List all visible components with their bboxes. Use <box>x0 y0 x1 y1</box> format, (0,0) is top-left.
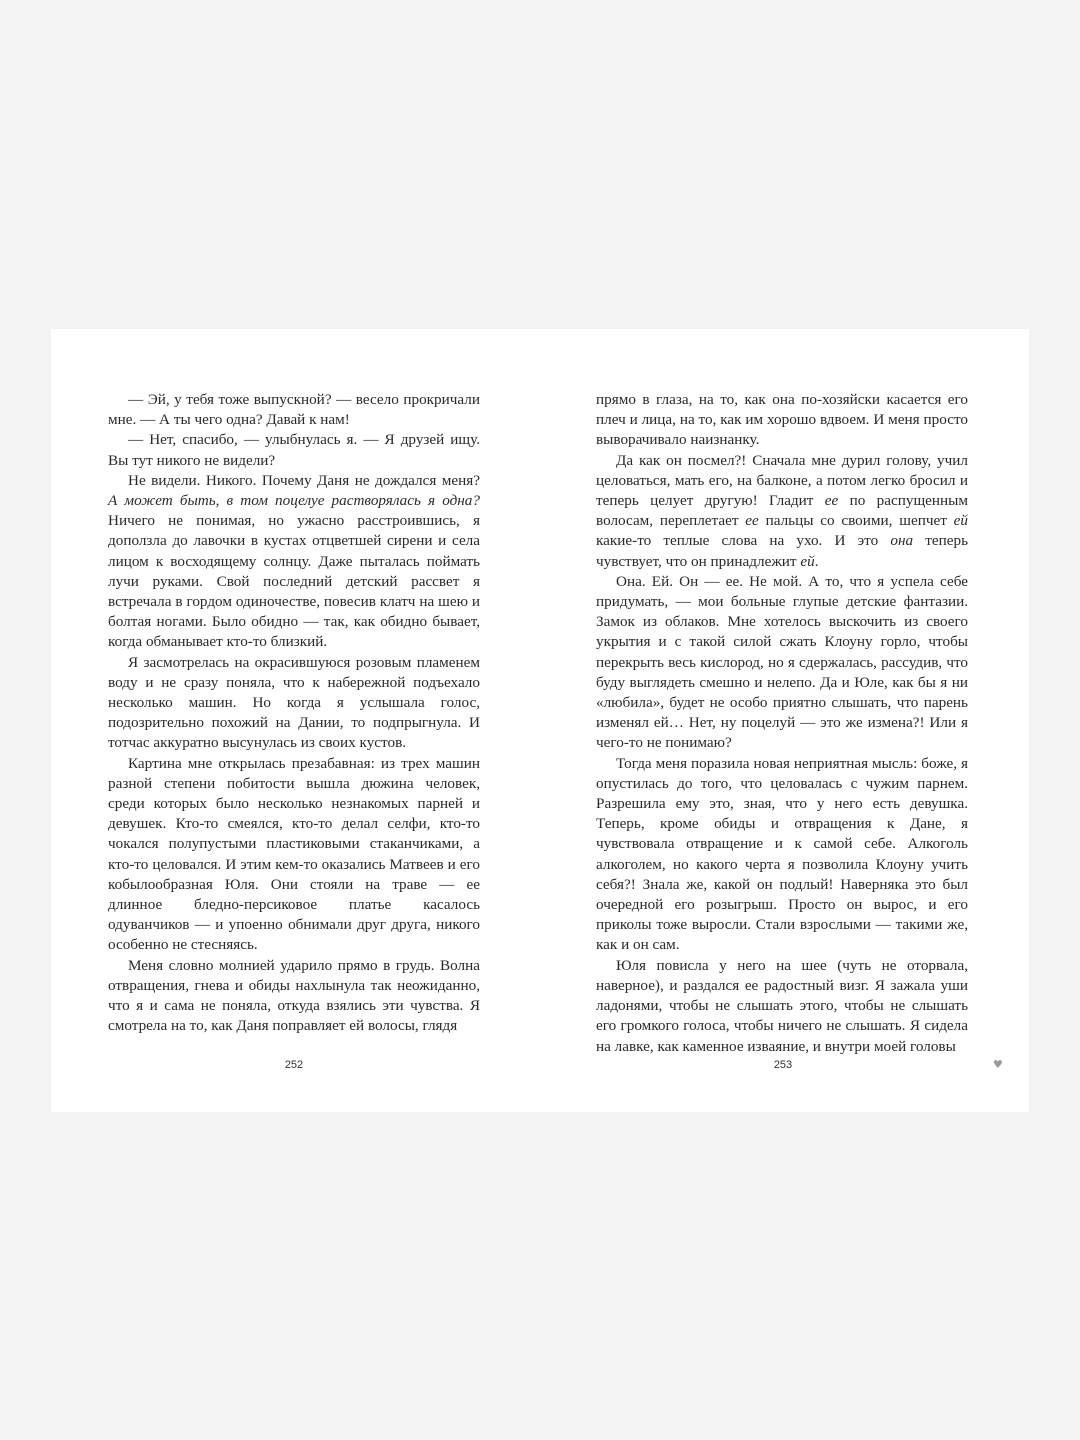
paragraph: Она. Ей. Он — ее. Не мой. А то, что я успела себе придумать, — мои больные глупые детские фантазии. Замок из облаков. Мне хотелось выскочить из своего укрытия и с такой силой сжать Клоуну горло, чтобы перекрыть весь кислород, но я сдержалась, рассудив, что буду выглядеть смешно и нелепо. Да и Юле, как бы я ни «любила», будет не особо приятно слышать, что парень изменял ей… Нет, ну поцелуй — это же измена?! Или я чего-то не понимаю? <box>596 572 968 752</box>
paragraph: Меня словно молнией ударило прямо в грудь. Волна отвращения, гнева и обиды нахлынула так неожиданно, что я и сама не поняла, откуда взялись эти чувства. Я смотрела на то, как Даня поправляет ей волосы, глядя <box>108 956 480 1035</box>
page-number-left: 252 <box>284 1059 304 1071</box>
book-spread <box>51 329 1029 1112</box>
paragraph-continuation: прямо в глаза, на то, как она по-хозяйски касается его плеч и лица, на то, как им хорошо вдвоем. И меня просто выворачивало наизнанку. <box>596 391 968 449</box>
paragraph: — Нет, спасибо, — улыбнулась я. — Я друзей ищу. Вы тут никого не видели? <box>108 431 480 469</box>
paragraph: Не видели. Никого. Почему Даня не дождался меня? А может быть, в том поцелуе растворялась я одна? Ничего не понимая, но ужасно расстроившись, я доползла до лавочки в кустах отцветшей сирени и села лицом к восходящему солнцу. Даже пыталась поймать лучи руками. Свой последний детский рассвет я встречала в гордом одиночестве, повесив клатч на шею и болтая ногами. Было обидно — так, как обидно бывает, когда обманывает кто-то близкий. <box>108 471 480 651</box>
paragraph: — Эй, у тебя тоже выпускной? — весело прокричали мне. — А ты чего одна? Давай к нам! <box>108 391 480 429</box>
paragraph: Картина мне открылась презабавная: из трех машин разной степени побитости вышла дюжина человек, среди которых было несколько незнакомых парней и девушек. Кто-то смеялся, кто-то делал селфи, кто-то чокался полупустыми пластиковыми стаканчиками, а кто-то целовался. И этим кем-то оказались Матвеев и его кобылообразная Юля. Они стояли на траве — ее длинное бледно-персиковое платье касалось одуванчиков — и упоенно обнимали друг друга, никого особенно не стесняясь. <box>108 754 480 954</box>
page-number-right: 253 <box>773 1059 793 1071</box>
paragraph: Юля повисла у него на шее (чуть не оторвала, наверное), и раздался ее радостный визг. Я зажала уши ладонями, чтобы не слышать этого, чтобы не слышать его громкого голоса, чтобы ничего не слышать. Я сидела на лавке, как каменное изваяние, и внутри моей головы <box>596 956 968 1055</box>
paragraph: Я засмотрелась на окрасившуюся розовым пламенем воду и не сразу поняла, что к набережной подъехало несколько машин. Но когда я услышала голос, подозрительно похожий на Дании, то подпрыгнула. И тотчас аккуратно высунулась из своих кустов. <box>108 653 480 752</box>
right-page-text <box>596 390 968 1057</box>
left-page-text <box>108 390 480 1037</box>
italic-thought: А может быть, в том поцелуе растворялась я одна? <box>108 492 480 510</box>
paragraph: Да как он посмел?! Сначала мне дурил голову, учил целоваться, мать его, на балконе, а потом легко бросил и теперь целует другую! Гладит ее по распущенным волосам, переплетает ее пальцы со своими, шепчет ей какие-то теплые слова на ухо. И это она теперь чувствует, что он принадлежит ей. <box>596 451 968 570</box>
paragraph: Тогда меня поразила новая неприятная мысль: боже, я опустилась до того, что целовалась с чужим парнем. Разрешила ему это, зная, что у него есть девушка. Теперь, кроме обиды и отвращения к Дане, я чувствовала отвращение и к самой себе. Алкоголь алкоголем, но какого черта я позволила Клоуну учить себя?! Знала же, какой он подлый! Наверняка это был очередной его розыгрыш. Просто он вырос, и его приколы тоже выросли. Стали взрослыми — такими же, как и он сам. <box>596 754 968 954</box>
heart-icon: ♥ <box>993 1058 1003 1071</box>
